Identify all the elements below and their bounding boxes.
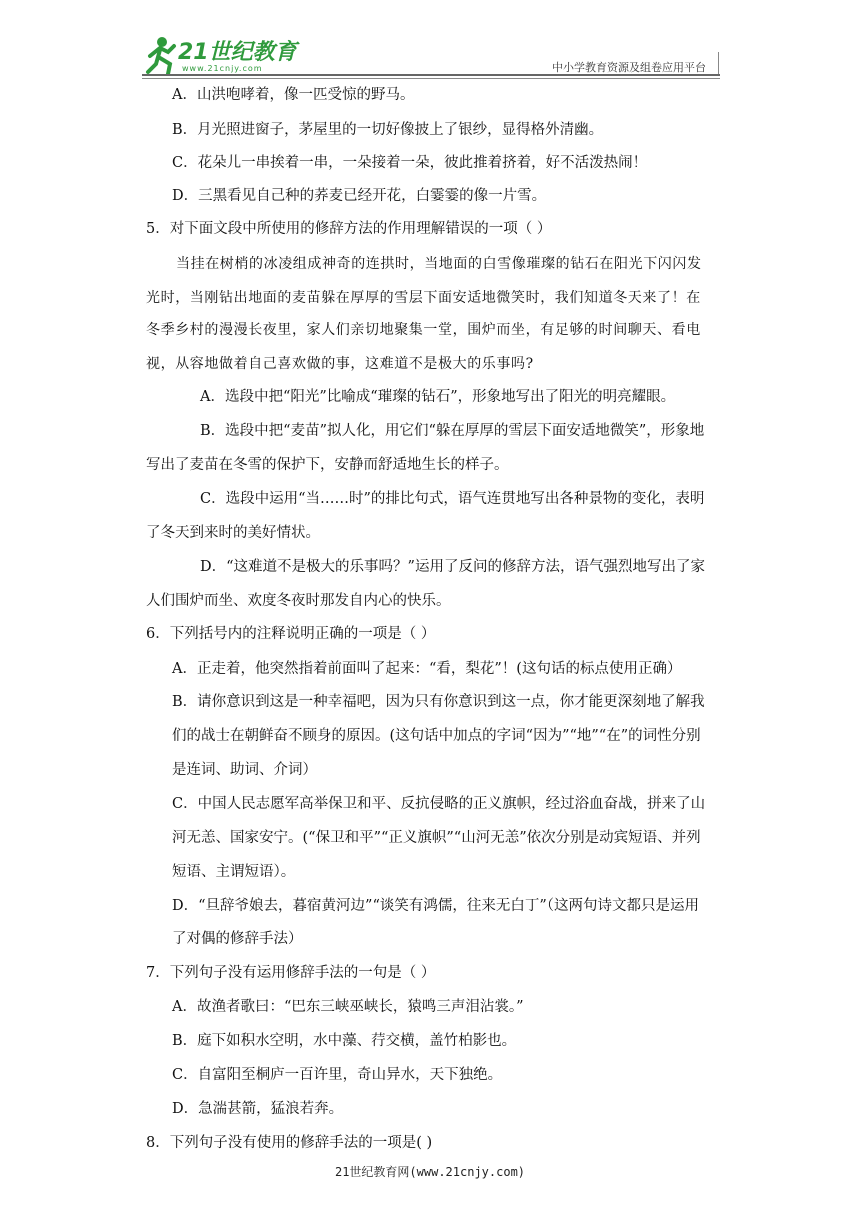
q6-option-c-cont: 河无恙、国家安宁。(“保卫和平”“正义旗帜”“山河无恙”依次分别是动宾短语、并列 — [172, 830, 701, 846]
header-divider — [142, 74, 720, 76]
question-5: 5．对下面文段中所使用的修辞方法的作用理解错误的一项（ ） — [146, 221, 552, 237]
page-header — [0, 0, 860, 80]
q5-option-a: A．选段中把“阳光”比喻成“璀璨的钻石”，形象地写出了阳光的明亮耀眼。 — [200, 389, 676, 405]
q6-option-b-cont2: 是连词、助词、介词） — [172, 762, 317, 778]
q5-option-c-cont: 了冬天到来时的美好情状。 — [146, 525, 320, 541]
header-divider-vertical — [718, 52, 719, 74]
q5-option-b-cont: 写出了麦苗在冬雪的保护下，安静而舒适地生长的样子。 — [146, 457, 509, 473]
q6-option-a: A．正走着，他突然指着前面叫了起来：“看，梨花”！(这句话的标点使用正确） — [172, 661, 682, 677]
q4-option-a: A．山洪咆哮着，像一匹受惊的野马。 — [172, 87, 415, 103]
q7-option-a: A．故渔者歌曰：“巴东三峡巫峡长，猿鸣三声泪沾裳。” — [172, 999, 524, 1015]
passage-line: 当挂在树梢的冰凌组成神奇的连拱时，当地面的白雪像璀璨的钻石在阳光下闪闪发 — [176, 256, 702, 272]
q5-option-b: B．选段中把“麦苗”拟人化，用它们“躲在厚厚的雪层下面安适地微笑”，形象地 — [200, 423, 705, 439]
q6-option-c-cont2: 短语、主谓短语）。 — [172, 864, 296, 880]
question-7: 7．下列句子没有运用修辞手法的一句是（ ） — [146, 965, 436, 981]
passage-line: 视，从容地做着自己喜欢做的事，这难道不是极大的乐事吗? — [146, 356, 534, 372]
q7-option-b: B．庭下如积水空明，水中藻、荇交横，盖竹柏影也。 — [172, 1033, 517, 1049]
platform-label: 中小学教育资源及组卷应用平台 — [552, 61, 706, 74]
page-footer: 21世纪教育网(www.21cnjy.com) — [334, 1165, 526, 1179]
q6-option-d: D．“旦辞爷娘去，暮宿黄河边”“谈笑有鸿儒，往来无白丁”（这两句诗文都只是运用 — [172, 898, 700, 914]
question-6: 6．下列括号内的注释说明正确的一项是（ ） — [146, 626, 436, 642]
q5-option-c: C．选段中运用“当……时”的排比句式，语气连贯地写出各种景物的变化，表明 — [200, 491, 705, 507]
header-divider-thin — [142, 78, 720, 79]
q4-option-d: D．三黑看见自己种的荞麦已经开花，白霎霎的像一片雪。 — [172, 188, 547, 204]
logo-url: www.21cnjy.com — [182, 64, 263, 73]
q6-option-c: C．中国人民志愿军高举保卫和平、反抗侵略的正义旗帜，经过浴血奋战，拼来了山 — [172, 796, 706, 812]
question-8: 8．下列句子没有使用的修辞手法的一项是( ) — [146, 1135, 433, 1151]
q7-option-d: D．急湍甚箭，猛浪若奔。 — [172, 1101, 344, 1117]
q4-option-c: C．花朵儿一串挨着一串，一朵接着一朵，彼此推着挤着，好不活泼热闹！ — [172, 155, 648, 171]
q7-option-c: C．自富阳至桐庐一百许里，奇山异水，天下独绝。 — [172, 1067, 503, 1083]
q6-option-b-cont: 们的战士在朝鲜奋不顾身的原因。(这句话中加点的字词“因为”“地”“在”的词性分别 — [172, 728, 701, 744]
q5-option-d-cont: 人们围炉而坐、欢度冬夜时那发自内心的快乐。 — [146, 593, 451, 609]
q6-option-b: B．请你意识到这是一种幸福吧，因为只有你意识到这一点，你才能更深刻地了解我 — [172, 694, 705, 710]
q6-option-d-cont: 了对偶的修辞手法） — [172, 931, 303, 947]
q4-option-b: B．月光照进窗子，茅屋里的一切好像披上了银纱，显得格外清幽。 — [172, 122, 604, 138]
passage-line: 冬季乡村的漫漫长夜里，家人们亲切地聚集一堂，围炉而坐，有足够的时间聊天、看电 — [146, 322, 701, 338]
logo-text: 21世纪教育 — [178, 40, 297, 65]
q5-option-d: D．“这难道不是极大的乐事吗？”运用了反问的修辞方法，语气强烈地写出了家 — [200, 559, 705, 575]
passage-line: 光时，当刚钻出地面的麦苗躲在厚厚的雪层下面安适地微笑时，我们知道冬天来了！在 — [146, 290, 701, 306]
